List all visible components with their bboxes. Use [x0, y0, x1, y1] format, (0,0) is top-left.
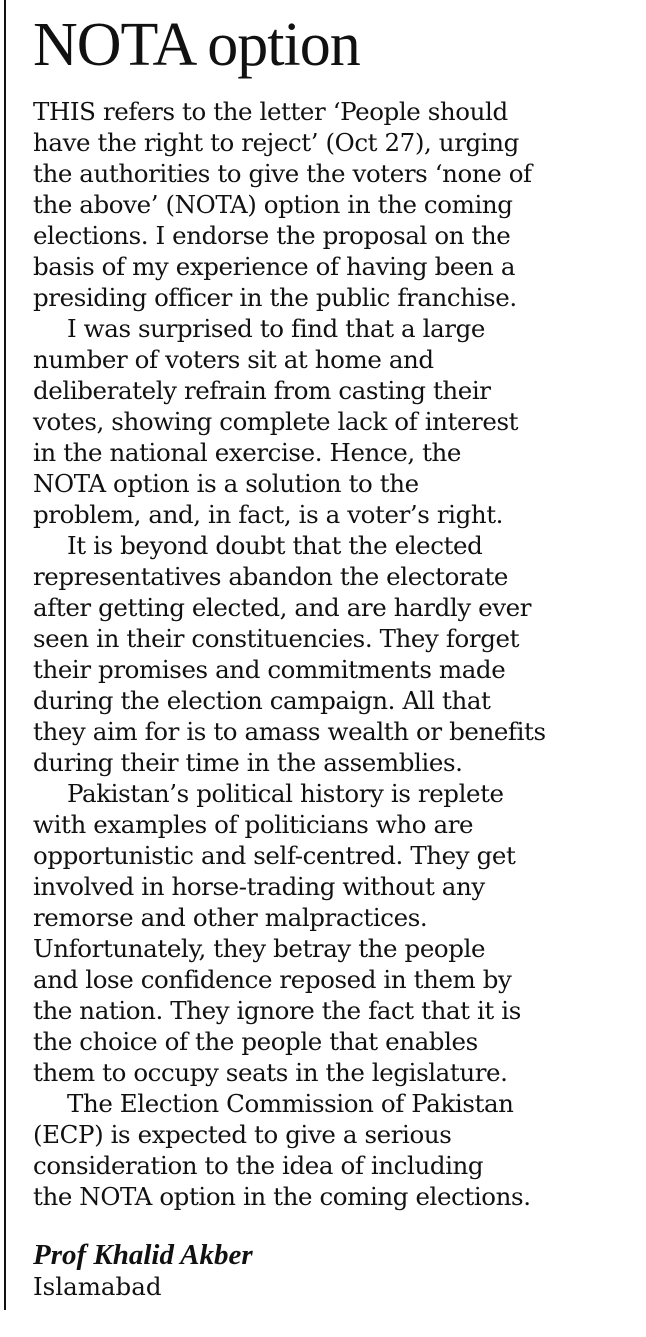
text-line: Unfortunately, they betray the people: [33, 934, 486, 963]
text-line: I was surprised to find that a large: [67, 314, 485, 343]
text-line: and lose confidence reposed in them by: [33, 965, 512, 994]
text-line: them to occupy seats in the legislature.: [33, 1058, 508, 1087]
text-line: basis of my experience of having been a: [33, 252, 516, 281]
text-line: after getting elected, and are hardly ever: [33, 593, 532, 622]
signature-block: [33, 1240, 633, 1302]
text-line: presiding officer in the public franchise.: [33, 283, 517, 312]
text-line: in the national exercise. Hence, the: [33, 438, 462, 467]
text-line: during their time in the assemblies.: [33, 748, 463, 777]
text-line: involved in horse-trading without any: [33, 872, 485, 901]
text-line: the above’ (NOTA) option in the coming: [33, 190, 513, 219]
text-line: remorse and other malpractices.: [33, 903, 428, 932]
paragraph-2: [33, 313, 633, 530]
paragraph-3: [33, 530, 633, 778]
text-line: the choice of the people that enables: [33, 1027, 478, 1056]
headline: NOTA option: [33, 11, 360, 79]
letter-article: [33, 0, 633, 1302]
paragraph-5: [33, 1088, 633, 1212]
column-rule: [4, 0, 6, 1310]
text-line: problem, and, in fact, is a voter’s right.: [33, 500, 504, 529]
author-location: Islamabad: [33, 1272, 162, 1301]
text-line: opportunistic and self-centred. They get: [33, 841, 516, 870]
text-line: their promises and commitments made: [33, 655, 506, 684]
text-line: elections. I endorse the proposal on the: [33, 221, 511, 250]
text-line: deliberately refrain from casting their: [33, 376, 491, 405]
letter-body: [33, 96, 633, 1212]
text-line: THIS refers to the letter ‘People should: [33, 97, 508, 126]
text-line: number of voters sit at home and: [33, 345, 434, 374]
paragraph-1: [33, 96, 633, 313]
text-line: It is beyond doubt that the elected: [67, 531, 483, 560]
text-line: they aim for is to amass wealth or benefits: [33, 717, 546, 746]
author-name: Prof Khalid Akber: [33, 1239, 253, 1271]
text-line: with examples of politicians who are: [33, 810, 474, 839]
text-line: votes, showing complete lack of interest: [33, 407, 519, 436]
text-line: representatives abandon the electorate: [33, 562, 508, 591]
text-line: Pakistan’s political history is replete: [67, 779, 504, 808]
text-line: have the right to reject’ (Oct 27), urging: [33, 128, 519, 157]
text-line: (ECP) is expected to give a serious: [33, 1120, 452, 1149]
text-line: the nation. They ignore the fact that it is: [33, 996, 521, 1025]
text-line: the authorities to give the voters ‘none of: [33, 159, 532, 188]
text-line: during the election campaign. All that: [33, 686, 491, 715]
text-line: seen in their constituencies. They forget: [33, 624, 520, 653]
text-line: the NOTA option in the coming elections.: [33, 1182, 531, 1211]
text-line: The Election Commission of Pakistan: [67, 1089, 514, 1118]
text-line: consideration to the idea of including: [33, 1151, 484, 1180]
text-line: NOTA option is a solution to the: [33, 469, 419, 498]
paragraph-4: [33, 778, 633, 1088]
